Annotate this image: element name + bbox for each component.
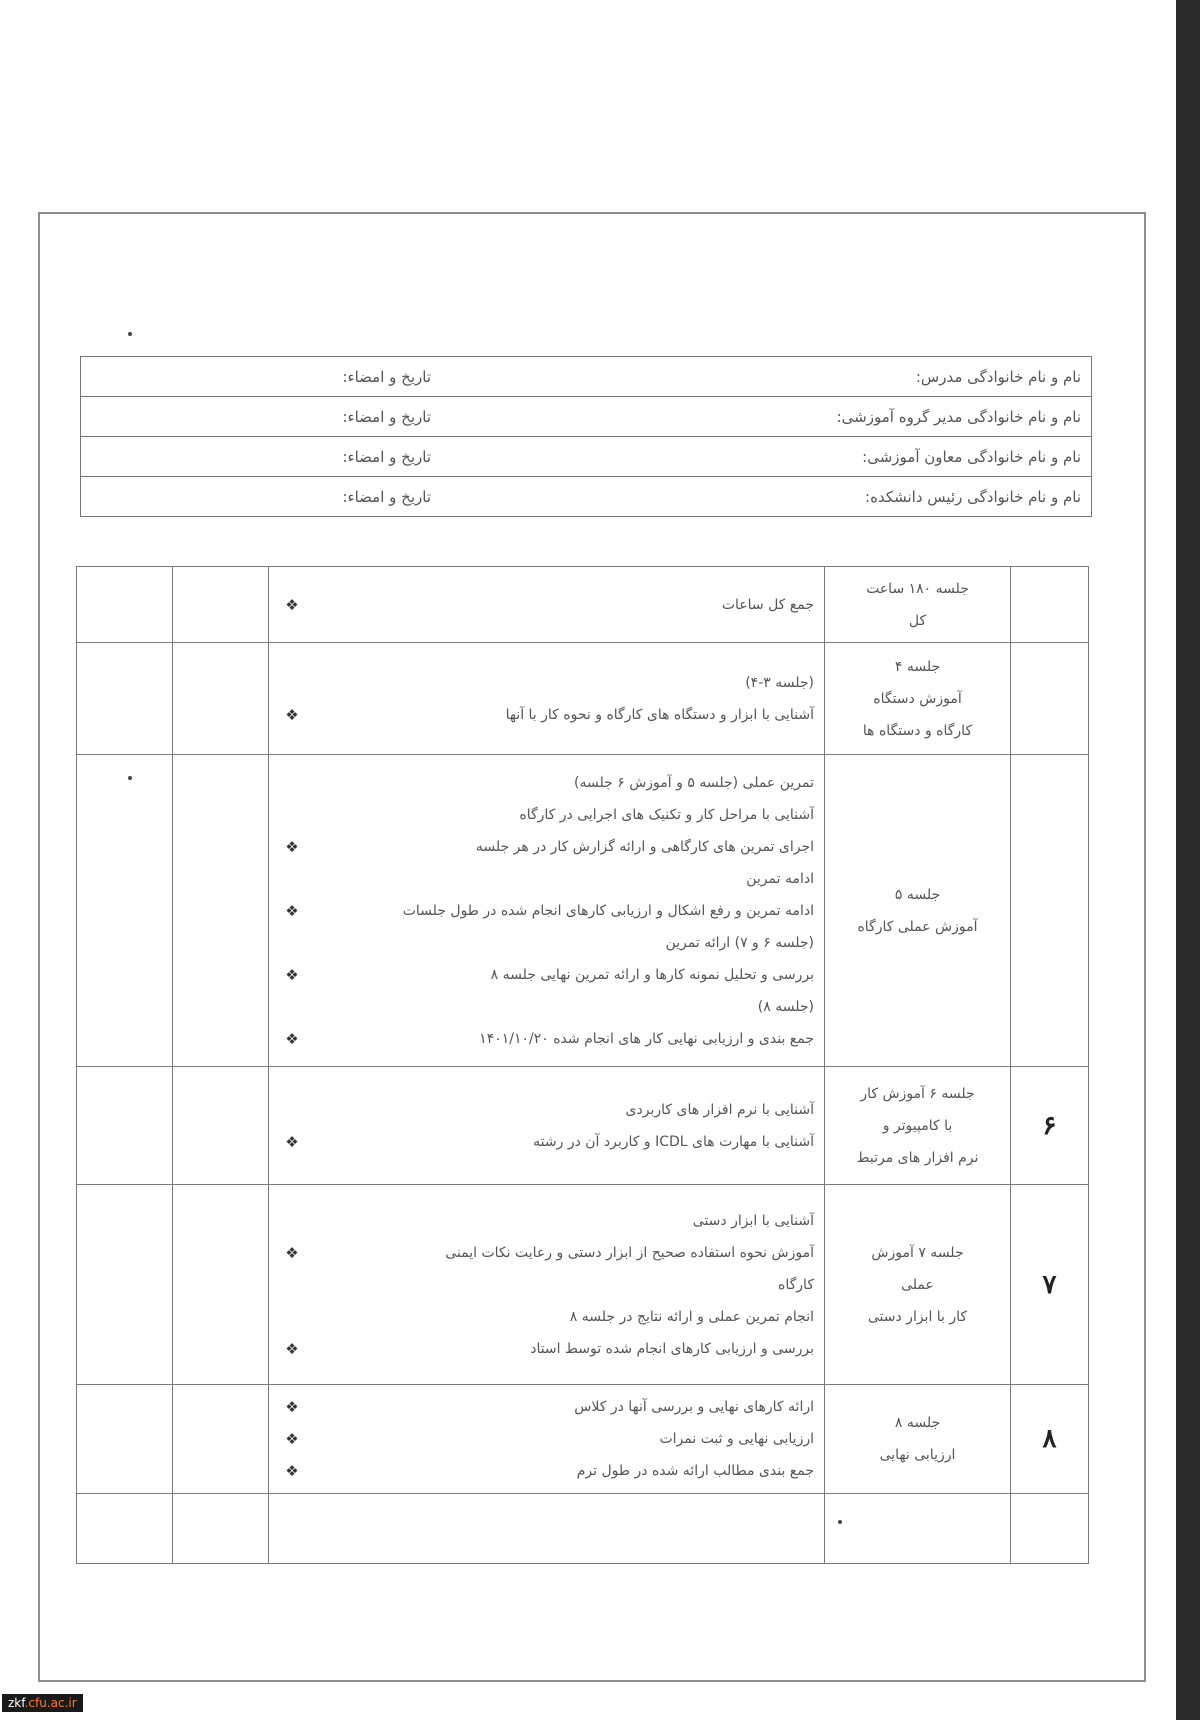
empty-cell [173, 755, 269, 1067]
signature-row [81, 477, 1092, 517]
signature-row [81, 437, 1092, 477]
content-text: تمرین عملی (جلسه ۵ و آموزش ۶ جلسه) [574, 774, 814, 791]
content-text: جمع بندی و ارزیابی نهایی کار های انجام شده ۱۴۰۱/۱۰/۲۰ [479, 1030, 814, 1047]
empty-cell [77, 1494, 173, 1564]
program-table [76, 566, 1089, 1564]
empty-cell [173, 1494, 269, 1564]
diamond-bullet-icon: ❖ [285, 1243, 299, 1262]
content-text: بررسی و تحلیل نمونه کارها و ارائه تمرین نهایی جلسه ۸ [490, 966, 814, 983]
bullet-item [279, 895, 814, 927]
session-label-line: کل [908, 612, 927, 629]
program-row [77, 755, 1089, 1067]
bullet-item [279, 589, 814, 621]
row-number [1011, 643, 1089, 755]
session-label [825, 755, 1011, 1067]
content-text: جمع بندی مطالب ارائه شده در طول ترم [576, 1463, 814, 1479]
diamond-bullet-icon: ❖ [285, 1462, 299, 1480]
empty-cell [77, 1185, 173, 1385]
signature-table [80, 356, 1092, 517]
session-label-line: آموزش دستگاه [873, 690, 962, 707]
diamond-bullet-icon: ❖ [285, 837, 299, 856]
bullet-item [279, 699, 814, 731]
program-row [77, 1185, 1089, 1385]
empty-cell [77, 567, 173, 643]
content-text: انجام تمرین عملی و ارائه نتایج در جلسه ۸ [569, 1308, 814, 1325]
row-number [1011, 1494, 1089, 1564]
bullet-item [279, 831, 814, 863]
session-label-line: عملی [901, 1276, 934, 1293]
content-text: اجرای تمرین های کارگاهی و ارائه گزارش کار در هر جلسه [475, 838, 814, 855]
empty-cell [77, 755, 173, 1067]
content-text: ارائه کارهای نهایی و بررسی آنها در کلاس [574, 1399, 814, 1415]
session-label-line: جلسه ۴ [894, 658, 941, 675]
content-text: آشنایی با ابزار دستی [692, 1212, 814, 1229]
content-line [279, 1269, 814, 1301]
diamond-bullet-icon: ❖ [285, 705, 299, 724]
content-text: آشنایی با مهارت های ICDL و کاربرد آن در رشته [533, 1133, 814, 1150]
session-content [269, 567, 825, 643]
diamond-bullet-icon: ❖ [285, 1398, 299, 1416]
empty-cell [173, 643, 269, 755]
content-line [279, 799, 814, 831]
bullet-item [279, 959, 814, 991]
diamond-bullet-icon: ❖ [285, 1132, 299, 1151]
content-text: آشنایی با مراحل کار و تکنیک های اجرایی در کارگاه [519, 806, 814, 823]
diamond-bullet-icon: ❖ [285, 901, 299, 920]
session-label-line: ارزیابی نهایی [879, 1447, 956, 1463]
bullet-item [279, 1237, 814, 1269]
content-text: ارزیابی نهایی و ثبت نمرات [659, 1431, 814, 1447]
content-text: آشنایی با ابزار و دستگاه های کارگاه و نحوه کار با آنها [505, 706, 814, 723]
session-label-line: جلسه ۱۸۰ ساعت [866, 580, 969, 597]
content-line [279, 1205, 814, 1237]
content-line [279, 1301, 814, 1333]
session-label [825, 1067, 1011, 1185]
signature-row [81, 357, 1092, 397]
empty-cell [173, 567, 269, 643]
footer-brand: zkf [8, 1696, 25, 1710]
bullet-item [279, 1126, 814, 1158]
session-label-line: با کامپیوتر و [882, 1117, 953, 1134]
content-text: ادامه تمرین [746, 870, 814, 887]
session-label-line: جلسه ۶ آموزش کار [860, 1085, 975, 1102]
signature-date-label: تاریخ و امضاء: [81, 397, 442, 437]
empty-cell [77, 643, 173, 755]
bullet-item [279, 1023, 814, 1055]
scan-speck [128, 332, 132, 336]
row-number [1011, 567, 1089, 643]
session-label [825, 1385, 1011, 1494]
session-label-line: کار با ابزار دستی [867, 1308, 968, 1325]
bullet-item [279, 1423, 814, 1455]
row-number: ۶ [1011, 1067, 1089, 1185]
empty-cell [173, 1185, 269, 1385]
content-text: بررسی و ارزیابی کارهای انجام شده توسط استاد [530, 1340, 814, 1357]
diamond-bullet-icon: ❖ [285, 965, 299, 984]
diamond-bullet-icon: ❖ [285, 1029, 299, 1048]
session-label-line: کارگاه و دستگاه ها [862, 722, 973, 739]
session-label-line: جلسه ۷ آموزش [871, 1244, 964, 1261]
row-number: ۷ [1011, 1185, 1089, 1385]
empty-cell [77, 1067, 173, 1185]
session-label-line: نرم افزار های مرتبط [856, 1149, 979, 1166]
signature-role-label: نام و نام خانوادگی مدرس: [441, 357, 1092, 397]
bullet-item [279, 1333, 814, 1365]
content-line [279, 991, 814, 1023]
diamond-bullet-icon: ❖ [285, 1430, 299, 1448]
session-content [269, 1185, 825, 1385]
signature-role-label: نام و نام خانوادگی رئیس دانشکده: [441, 477, 1092, 517]
signature-date-label: تاریخ و امضاء: [81, 357, 442, 397]
session-content [269, 1494, 825, 1564]
diamond-bullet-icon: ❖ [285, 595, 299, 614]
program-row [77, 1385, 1089, 1494]
session-label [825, 1494, 1011, 1564]
empty-cell [77, 1385, 173, 1494]
row-number: ۸ [1011, 1385, 1089, 1494]
diamond-bullet-icon: ❖ [285, 1339, 299, 1358]
session-content [269, 1385, 825, 1494]
program-row [77, 1067, 1089, 1185]
content-line [279, 1094, 814, 1126]
row-number [1011, 755, 1089, 1067]
signature-role-label: نام و نام خانوادگی مدیر گروه آموزشی: [441, 397, 1092, 437]
content-text: کارگاه [778, 1276, 814, 1293]
content-text: (جلسه ۶ و ۷) ارائه تمرین [665, 934, 814, 951]
signature-row [81, 397, 1092, 437]
session-label [825, 643, 1011, 755]
content-line [279, 667, 814, 699]
content-text: (جلسه ۳-۴) [745, 674, 814, 691]
session-label [825, 567, 1011, 643]
session-content [269, 1067, 825, 1185]
signature-role-label: نام و نام خانوادگی معاون آموزشی: [441, 437, 1092, 477]
signature-date-label: تاریخ و امضاء: [81, 437, 442, 477]
session-label-line: جلسه ۵ [894, 886, 941, 903]
content-text: (جلسه ۸) [757, 998, 814, 1015]
session-content [269, 643, 825, 755]
signature-date-label: تاریخ و امضاء: [81, 477, 442, 517]
footer-domain: .cfu.ac.ir [24, 1696, 77, 1710]
session-label-line: آموزش عملی کارگاه [857, 918, 978, 935]
session-content [269, 755, 825, 1067]
program-row [77, 1494, 1089, 1564]
empty-cell [173, 1067, 269, 1185]
bullet-item [279, 1455, 814, 1487]
empty-cell [173, 1385, 269, 1494]
bullet-item [279, 1391, 814, 1423]
footer-logo [2, 1694, 83, 1712]
content-line [279, 927, 814, 959]
content-text: جمع کل ساعات [721, 596, 814, 613]
content-line [279, 767, 814, 799]
session-label-line: جلسه ۸ [894, 1415, 941, 1431]
scan-edge [1176, 0, 1200, 1720]
content-text: آموزش نحوه استفاده صحیح از ابزار دستی و رعایت نکات ایمنی [445, 1244, 814, 1261]
program-row [77, 567, 1089, 643]
content-line [279, 863, 814, 895]
content-text: ادامه تمرین و رفع اشکال و ارزیابی کارهای انجام شده در طول جلسات [402, 902, 814, 919]
session-label [825, 1185, 1011, 1385]
content-text: آشنایی با نرم افزار های کاربردی [625, 1101, 814, 1118]
program-row [77, 643, 1089, 755]
